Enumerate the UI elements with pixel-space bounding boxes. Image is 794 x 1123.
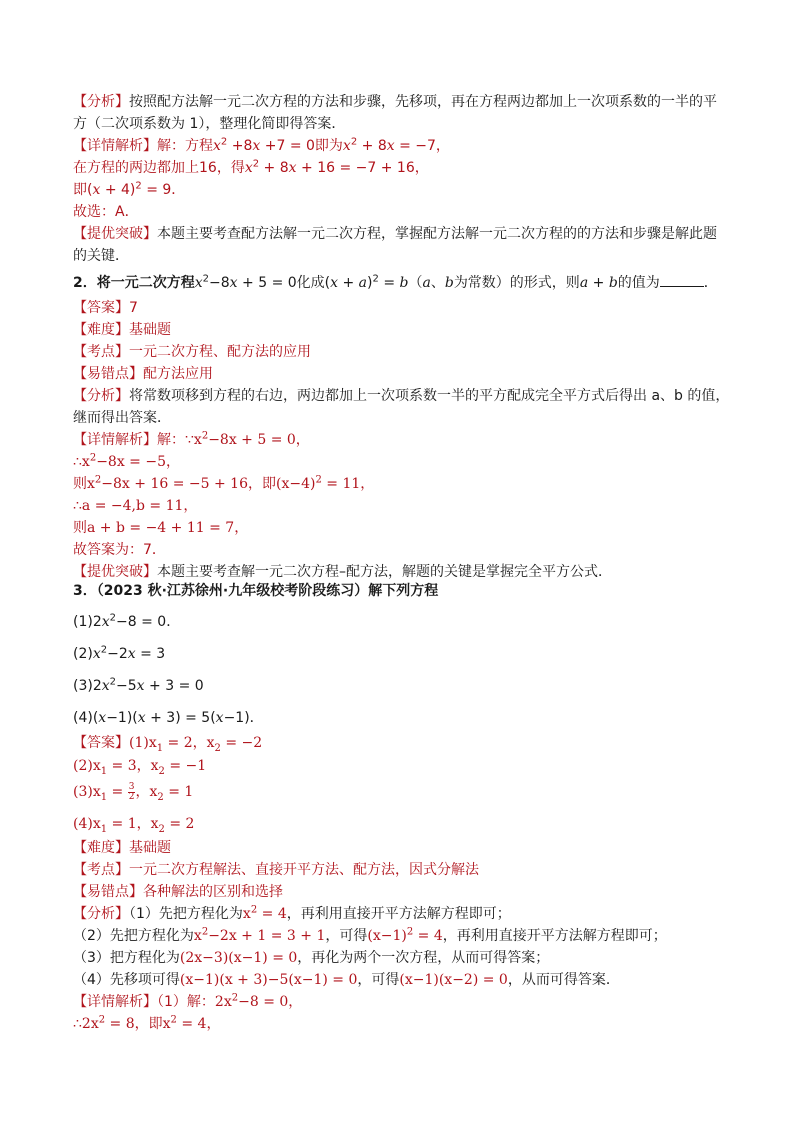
q3-error-point: 【易错点】各种解法的区别和选择 xyxy=(73,884,283,900)
q3-analysis-4: （4）先移项可得(x−1)(x + 3)−5(x−1) = 0，可得(x−1)(x−2) = 0，从而可得答案． xyxy=(73,972,620,988)
q2-solution-2: $\therefore x^2-8x = -5$， xyxy=(73,452,180,470)
q2-solution-3: 则$x^2-8x + 16 = -5 + 16$，即$(x-4)^2 = 11$， xyxy=(73,474,375,492)
solution-line-3: 即$(x + 4)^2 = 9$． xyxy=(73,180,186,198)
q2-solution-6: 故答案为：7． xyxy=(73,542,166,558)
q2-solution-1: 【详情解析】解：$\because x^2-8x + 5 = 0$， xyxy=(73,430,310,448)
q3-equation-3: $(3)2x^2-5x + 3 = 0$ xyxy=(73,676,204,694)
q3-analysis-1: 【分析】（1）先把方程化为$x^2 = 4$，再利用直接开平方法解方程即可； xyxy=(73,904,511,922)
q2-analysis-2: 继而得出答案． xyxy=(73,410,171,426)
analysis-line-1: 【分析】按照配方法解一元二次方程的方法和步骤，先移项，再在方程两边都加上一次项系数的一半的平 xyxy=(73,94,717,110)
q2-solution-5: 则a + b = −4 + 11 = 7， xyxy=(73,520,249,536)
tip-line-1: 【提优突破】本题主要考查配方法解一元二次方程，掌握配方法解一元二次方程的的方法和步骤是解此题 xyxy=(73,226,717,242)
tip-line-2: 的关键． xyxy=(73,248,129,264)
q3-solution-1: 【详情解析】（1）解：$2x^2-8 = 0$， xyxy=(73,992,303,1010)
q3-answer-2: $(2)x_1 = 3$，$x_2 = -1$ xyxy=(73,758,207,777)
q2-answer: 【答案】7 xyxy=(73,300,138,316)
q3-analysis-2: （2）先把方程化为$x^2-2x + 1 = 3 + 1$，可得$(x-1)^2 = 4$，再利用直接开平方法解方程即可； xyxy=(73,926,667,944)
q2-tip: 【提优突破】本题主要考查解一元二次方程–配方法，解题的关键是掌握完全平方公式． xyxy=(73,564,612,580)
q3-solution-2: $\therefore 2x^2 = 8$，即$x^2 = 4$， xyxy=(73,1014,221,1032)
solution-line-4: 故选：A． xyxy=(73,204,139,220)
q3-equation-2: $(2)x^2-2x = 3$ xyxy=(73,644,166,662)
q3-answer-3: $(3)x_1$ = $\frac{3}{2}$ ，$x_2 = 1$ xyxy=(73,781,194,803)
solution-line-1: 【详情解析】解：方程$x^2 +8x +7 = 0$即为$x^2 + 8x = -7$， xyxy=(73,136,450,154)
q3-equation-1: $(1)2x^2-8 = 0$． xyxy=(73,612,181,630)
q2-solution-4: ∴a = −4,b = 11， xyxy=(73,498,198,514)
q2-analysis-1: 【分析】将常数项移到方程的右边，两边都加上一次项系数一半的平方配成完全平方式后得出 a、b 的值， xyxy=(73,388,730,404)
q3-difficulty: 【难度】基础题 xyxy=(73,840,171,856)
solution-line-2: 在方程的两边都加上16，得$x^2 + 8x + 16 = -7 + 16$， xyxy=(73,158,429,176)
q2-key-point: 【考点】一元二次方程、配方法的应用 xyxy=(73,344,311,360)
q3-key-point: 【考点】一元二次方程解法、直接开平方法、配方法，因式分解法 xyxy=(73,862,479,878)
question-2-stem: 2．将一元二次方程$x^2-8x + 5 = 0$化成$(x + a)^2 = b(a$、b为常数）的形式，则a + b的值为 ． xyxy=(73,273,718,291)
q2-error-point: 【易错点】配方法应用 xyxy=(73,366,213,382)
q2-difficulty: 【难度】基础题 xyxy=(73,322,171,338)
q3-analysis-3: （3）把方程化为(2x−3)(x−1) = 0，再化为两个一次方程，从而可得答案； xyxy=(73,950,550,966)
analysis-line-2: 方（二次项系数为 1），整理化简即得答案． xyxy=(73,116,346,132)
q3-answer-4: $(4)x_1 = 1$，$x_2 = 2$ xyxy=(73,816,195,835)
q3-answer-1: 【答案】$(1)x_1 = 2$，$x_2 = -2$ xyxy=(73,735,263,754)
question-3-stem: 3．（2023 秋·江苏徐州·九年级校考阶段练习）解下列方程 xyxy=(73,583,439,599)
q3-equation-4: (4)(x−1)(x + 3) = 5(x−1)． xyxy=(73,710,264,726)
